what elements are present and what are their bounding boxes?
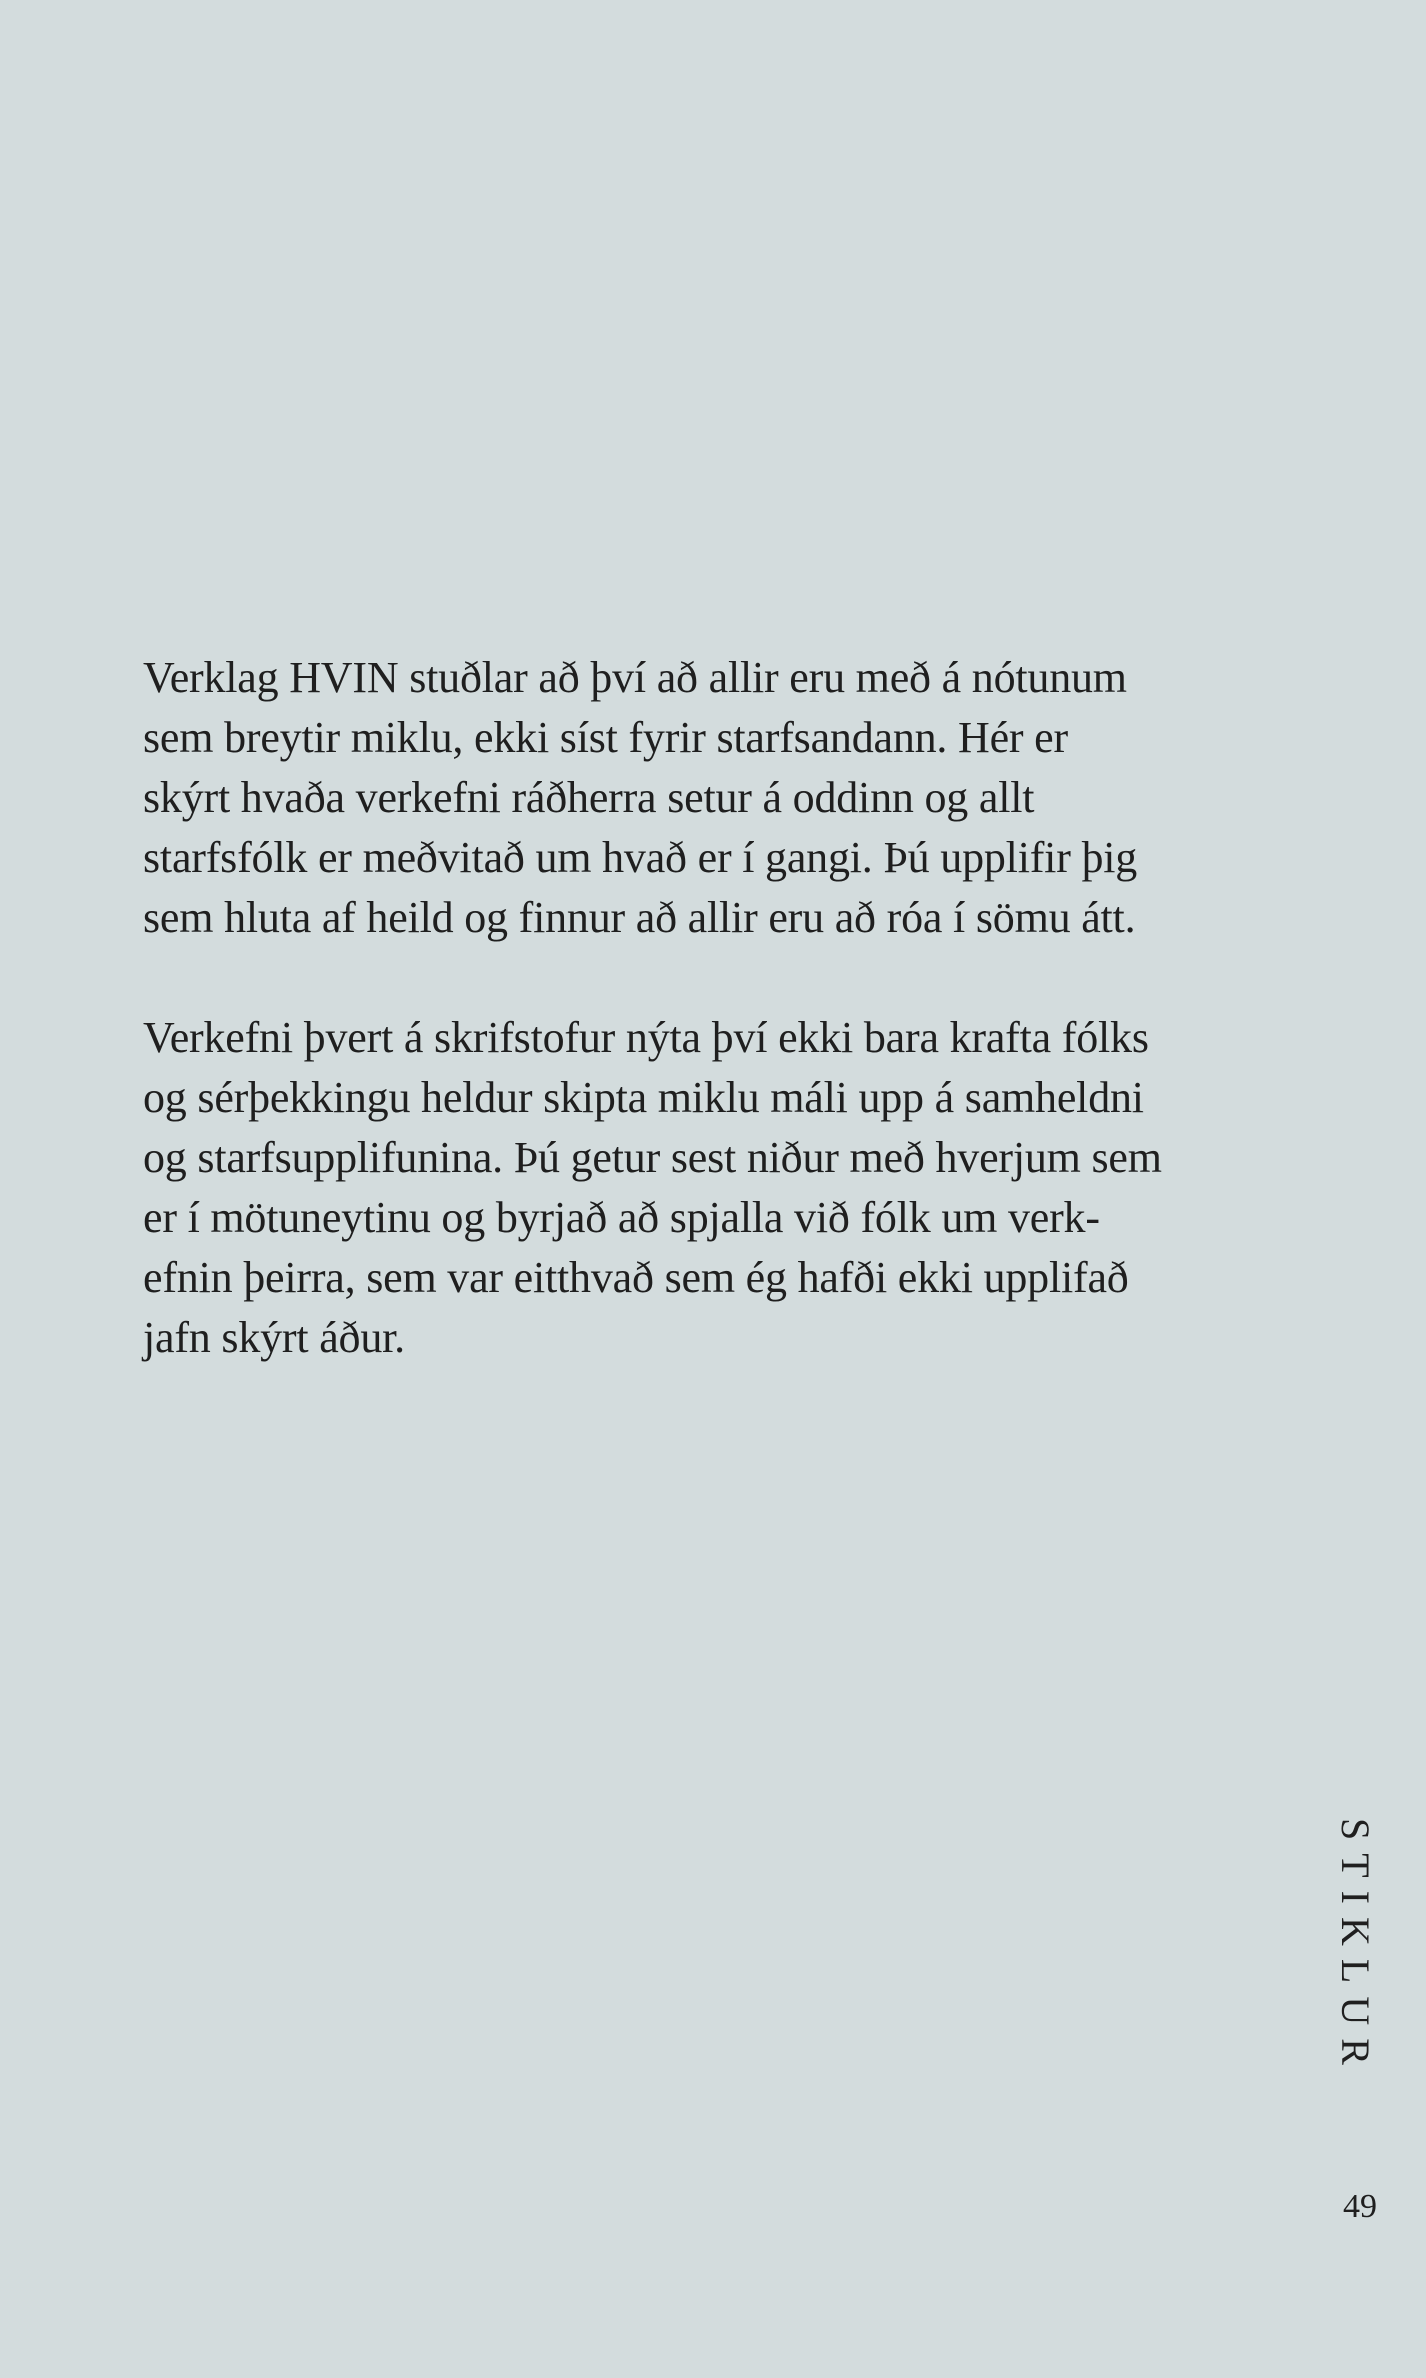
text-line: sem breytir miklu, ekki síst fyrir starfsandann. Hér er bbox=[143, 713, 1068, 762]
text-line: skýrt hvaða verkefni ráðherra setur á oddinn og allt bbox=[143, 773, 1035, 822]
text-line: Verkefni þvert á skrifstofur nýta því ekki bara krafta fólks bbox=[143, 1013, 1149, 1062]
paragraph-1 bbox=[143, 648, 1323, 948]
body-text bbox=[143, 648, 1323, 1368]
text-line: Verklag HVIN stuðlar að því að allir eru með á nótunum bbox=[143, 653, 1127, 702]
text-line: og sérþekkingu heldur skipta miklu máli upp á samheldni bbox=[143, 1073, 1144, 1122]
text-line: jafn skýrt áður. bbox=[143, 1313, 405, 1362]
text-line: er í mötuneytinu og byrjað að spjalla við fólk um verk- bbox=[143, 1193, 1100, 1242]
paragraph-2 bbox=[143, 1008, 1323, 1368]
text-line: sem hluta af heild og finnur að allir eru að róa í sömu átt. bbox=[143, 893, 1136, 942]
section-side-title: STIKLUR bbox=[1333, 1818, 1378, 2078]
text-line: efnin þeirra, sem var eitthvað sem ég hafði ekki upplifað bbox=[143, 1253, 1129, 1302]
text-line: og starfsupplifunina. Þú getur sest niður með hverjum sem bbox=[143, 1133, 1162, 1182]
page-number: 49 bbox=[1343, 2188, 1377, 2225]
text-line: starfsfólk er meðvitað um hvað er í gangi. Þú upplifir þig bbox=[143, 833, 1138, 882]
